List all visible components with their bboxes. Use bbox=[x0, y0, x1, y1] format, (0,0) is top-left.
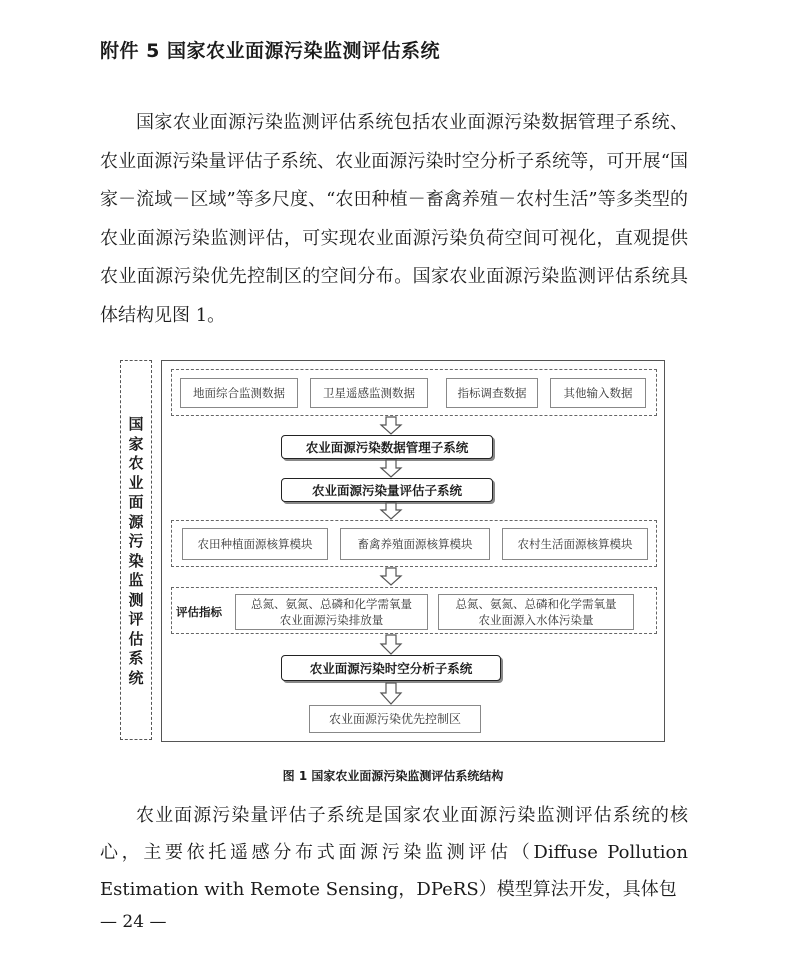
priority-control-zone-box: 农业面源污染优先控制区 bbox=[309, 705, 481, 733]
rural-life-module: 农村生活面源核算模块 bbox=[502, 528, 648, 560]
down-arrow-icon bbox=[381, 635, 401, 654]
page-heading: 附件 5 国家农业面源污染监测评估系统 bbox=[100, 40, 440, 62]
input-other-data: 其他输入数据 bbox=[550, 378, 646, 408]
input-satellite-monitoring: 卫星遥感监测数据 bbox=[310, 378, 428, 408]
page-number: — 24 — bbox=[100, 912, 167, 932]
indicator-water-line1: 总氮、氨氮、总磷和化学需氧量 bbox=[455, 597, 617, 611]
pollution-assessment-subsystem: 农业面源污染量评估子系统 bbox=[281, 478, 493, 502]
intro-paragraph: 国家农业面源污染监测评估系统包括农业面源污染数据管理子系统、农业面源污染量评估子系统、农业面源污染时空分析子系统等，可开展“国家－流域－区域”等多尺度、“农田种植－畜禽养殖－农村生活”等多类型的农业面源污染监测评估，可实现农业面源污染负荷空间可视化，直观提供农业面源污染优先控制区的空间分布。国家农业面源污染监测评估系统具体结构见图 1。 bbox=[100, 112, 688, 326]
indicator-emission-line2: 农业面源污染排放量 bbox=[279, 613, 384, 627]
spatiotemporal-analysis-subsystem: 农业面源污染时空分析子系统 bbox=[281, 655, 501, 681]
side-label: 国家农业面源污染监测评估系统 bbox=[128, 415, 144, 687]
input-ground-monitoring: 地面综合监测数据 bbox=[180, 378, 298, 408]
down-arrow-icon bbox=[381, 568, 401, 585]
assessment-paragraph: 农业面源污染量评估子系统是国家农业面源污染监测评估系统的核心，主要依托遥感分布式面源污染监测评估（Diffuse Pollution Estimation with Remote Sensing，DPeRS）模型算法开发，具体包 bbox=[100, 805, 688, 900]
farmland-module: 农田种植面源核算模块 bbox=[182, 528, 328, 560]
down-arrow-icon bbox=[381, 417, 401, 434]
down-arrow-icon bbox=[381, 460, 401, 477]
livestock-module: 畜禽养殖面源核算模块 bbox=[340, 528, 490, 560]
input-indicator-survey: 指标调查数据 bbox=[446, 378, 538, 408]
indicator-label: 评估指标 bbox=[176, 605, 222, 619]
data-management-subsystem: 农业面源污染数据管理子系统 bbox=[281, 435, 493, 459]
down-arrow-icon bbox=[381, 503, 401, 519]
indicator-emission-line1: 总氮、氨氮、总磷和化学需氧量 bbox=[251, 597, 412, 611]
figure-caption: 图 1 国家农业面源污染监测评估系统结构 bbox=[282, 769, 504, 783]
indicator-water-line2: 农业面源入水体污染量 bbox=[478, 613, 594, 627]
down-arrow-icon bbox=[381, 683, 401, 704]
